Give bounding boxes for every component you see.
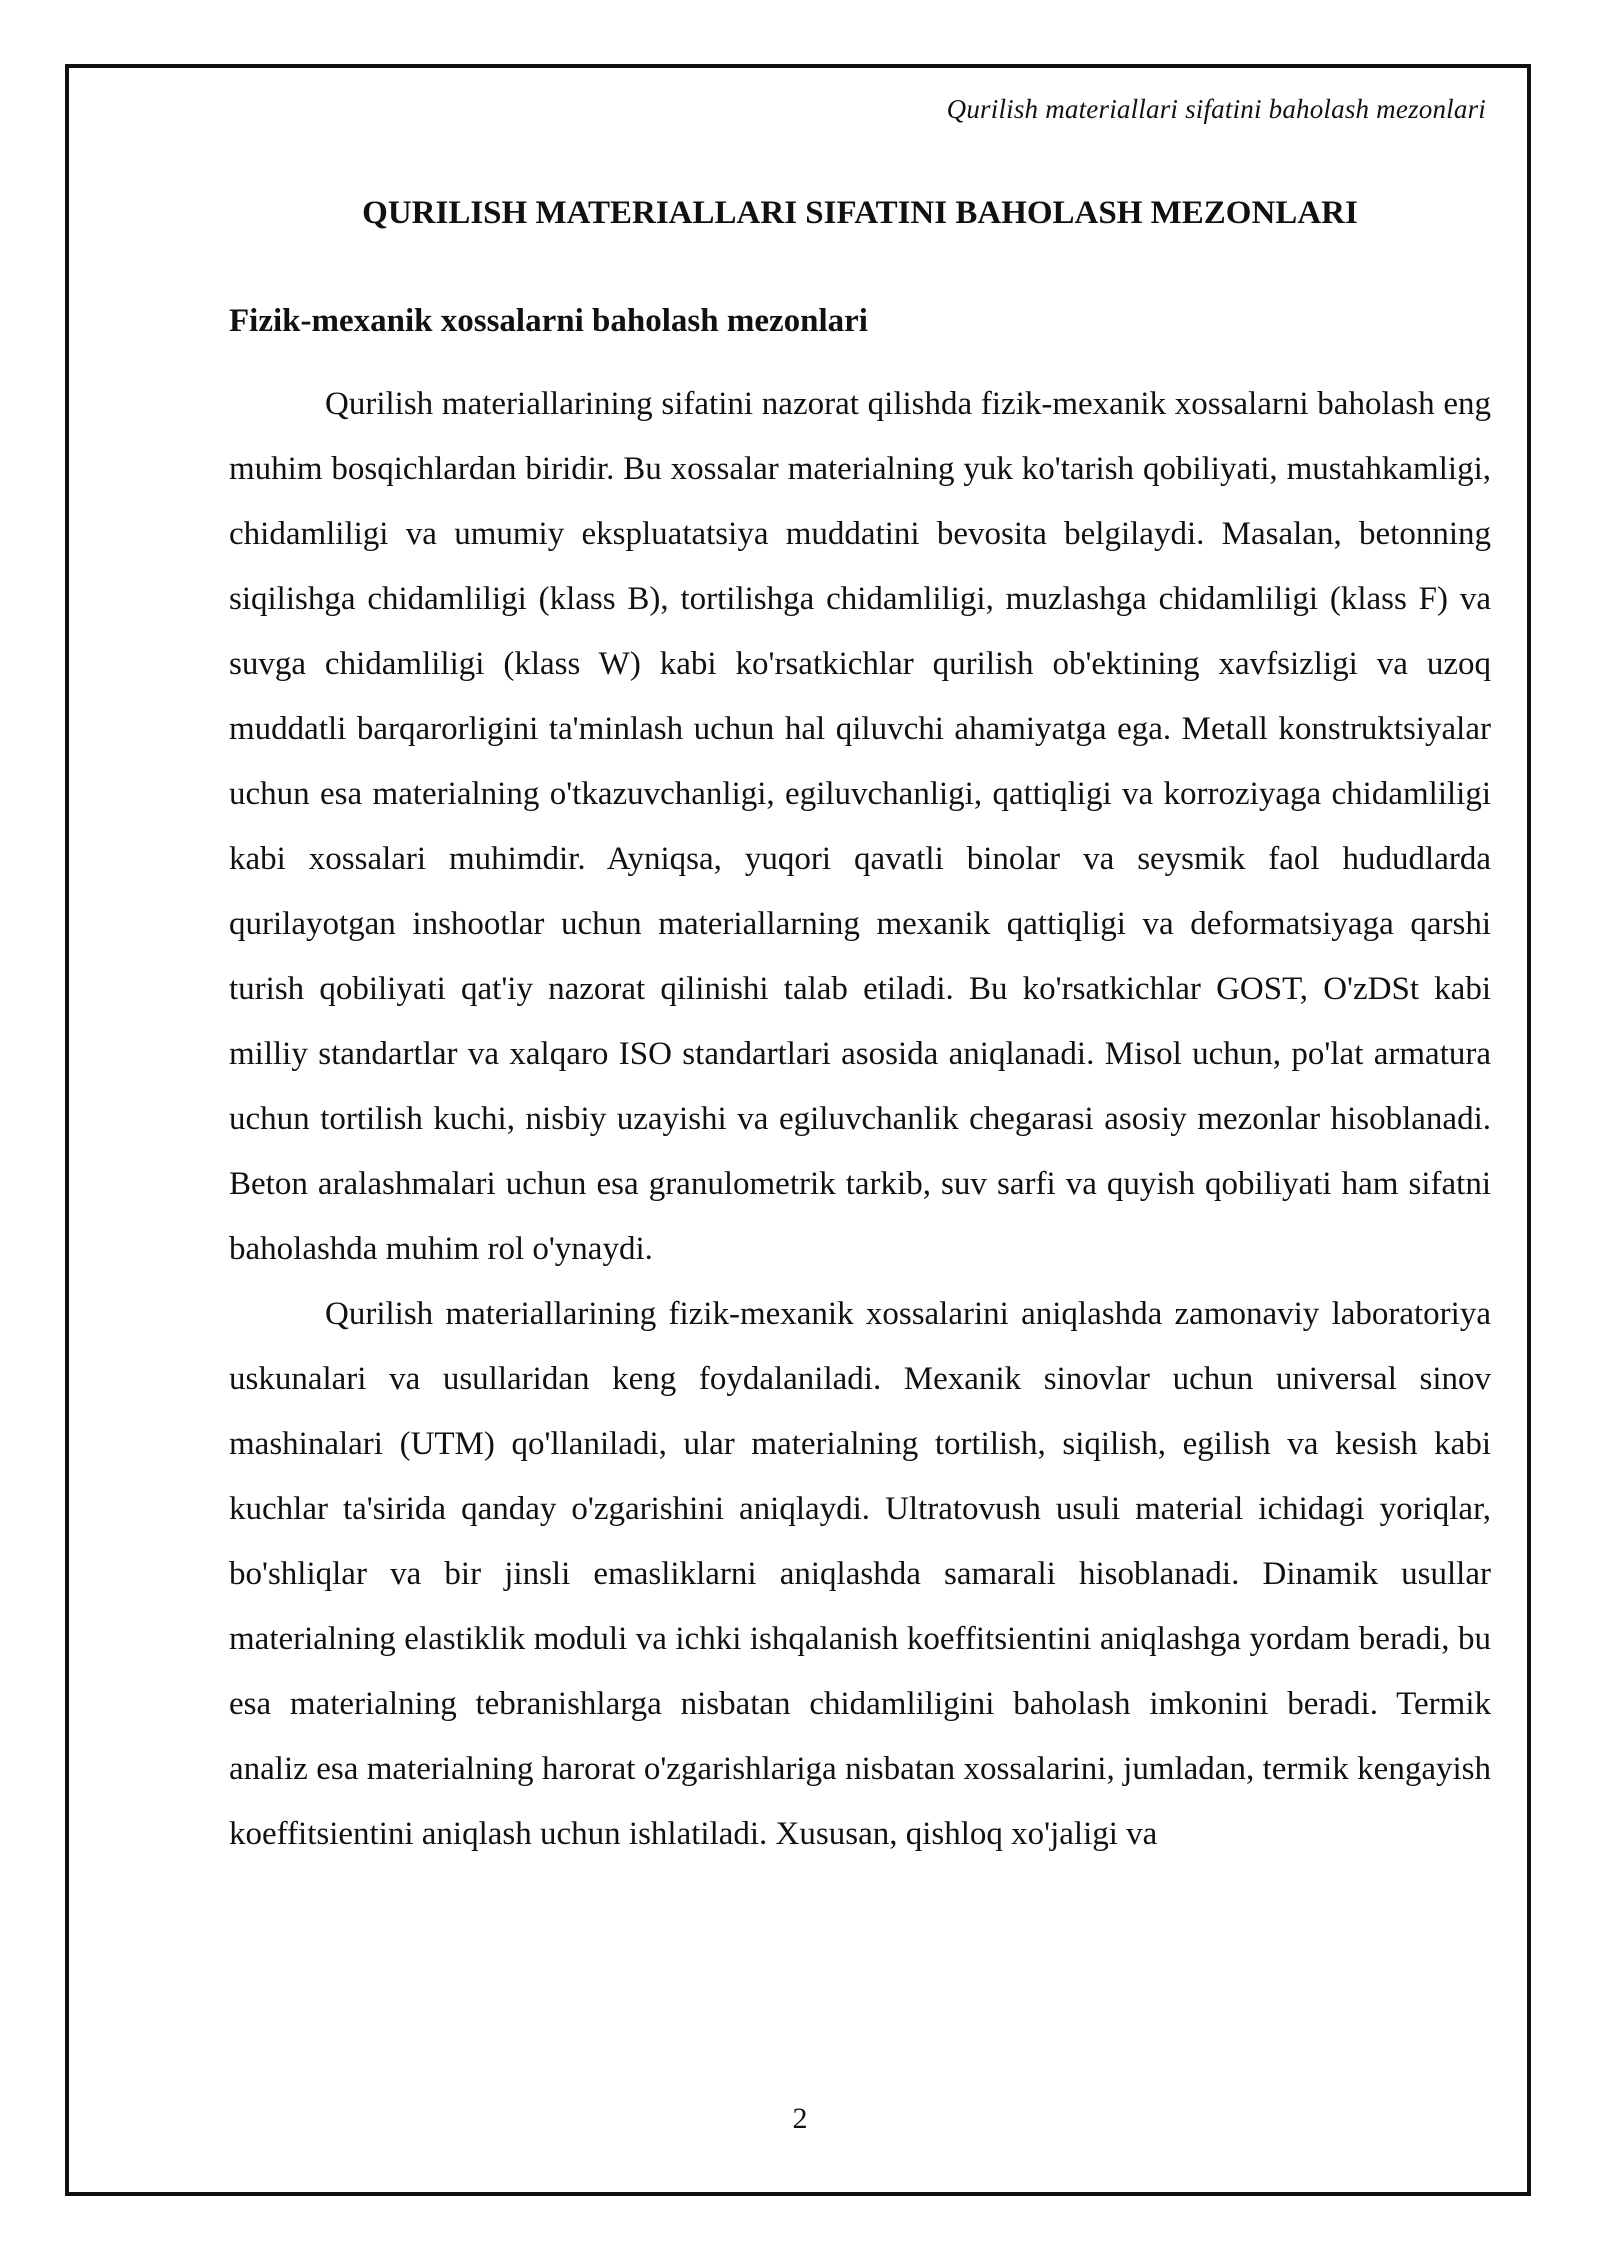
- page-number: 2: [792, 2102, 808, 2135]
- paragraph: Qurilish materiallarining sifatini nazorat qilishda fizik-mexanik xossalarni baholash eng muhim bosqichlardan biridir. Bu xossalar materialning yuk ko'tarish qobiliyati, mustahkamligi, chidamliligi va umumiy ekspluatatsiya muddatini bevosita belgilaydi. Masalan, betonning siqilishga chidamliligi (klass B), tortilishga chidamliligi, muzlashga chidamliligi (klass F) va suvga chidamliligi (klass W) kabi ko'rsatkichlar qurilish ob'ektining xavfsizligi va uzoq muddatli barqarorligini ta'minlash uchun hal qiluvchi ahamiyatga ega. Metall konstruktsiyalar uchun esa materialning o'tkazuvchanligi, egiluvchanligi, qattiqligi va korroziyaga chidamliligi kabi xossalari muhimdir. Ayniqsa, yuqori qavatli binolar va seysmik faol hududlarda qurilayotgan inshootlar uchun materiallarning mexanik qattiqligi va deformatsiyaga qarshi turish qobiliyati qat'iy nazorat qilinishi talab etiladi. Bu ko'rsatkichlar GOST, O'zDSt kabi milliy standartlar va xalqaro ISO standartlari asosida aniqlanadi. Misol uchun, po'lat armatura uchun tortilish kuchi, nisbiy uzayishi va egiluvchanlik chegarasi asosiy mezonlar hisoblanadi. Beton aralashmalari uchun esa granulometrik tarkib, suv sarfi va quyish qobiliyati ham sifatni baholashda muhim rol o'ynaydi.: [229, 386, 1491, 1267]
- section-heading: Fizik-mexanik xossalarni baholash mezonlari: [229, 303, 868, 339]
- paragraph: Qurilish materiallarining fizik-mexanik xossalarini aniqlashda zamonaviy laboratoriya uskunalari va usullaridan keng foydalaniladi. Mexanik sinovlar uchun universal sinov mashinalari (UTM) qo'llaniladi, ular materialning tortilish, siqilish, egilish va kesish kabi kuchlar ta'sirida qanday o'zgarishini aniqlaydi. Ultratovush usuli material ichidagi yoriqlar, bo'shliqlar va bir jinsli emasliklarni aniqlashda samarali hisoblanadi. Dinamik usullar materialning elastiklik moduli va ichki ishqalanish koeffitsientini aniqlashga yordam beradi, bu esa materialning tebranishlarga nisbatan chidamliligini baholash imkonini beradi. Termik analiz esa materialning harorat o'zgarishlariga nisbatan xossalarini, jumladan, termik kengayish koeffitsientini aniqlash uchun ishlatiladi. Xususan, qishloq xo'jaligi va: [229, 1296, 1491, 1852]
- running-header: Qurilish materiallari sifatini baholash mezonlari: [946, 94, 1486, 124]
- document-title: QURILISH MATERIALLARI SIFATINI BAHOLASH MEZONLARI: [362, 195, 1358, 231]
- body-text: [229, 372, 1491, 1867]
